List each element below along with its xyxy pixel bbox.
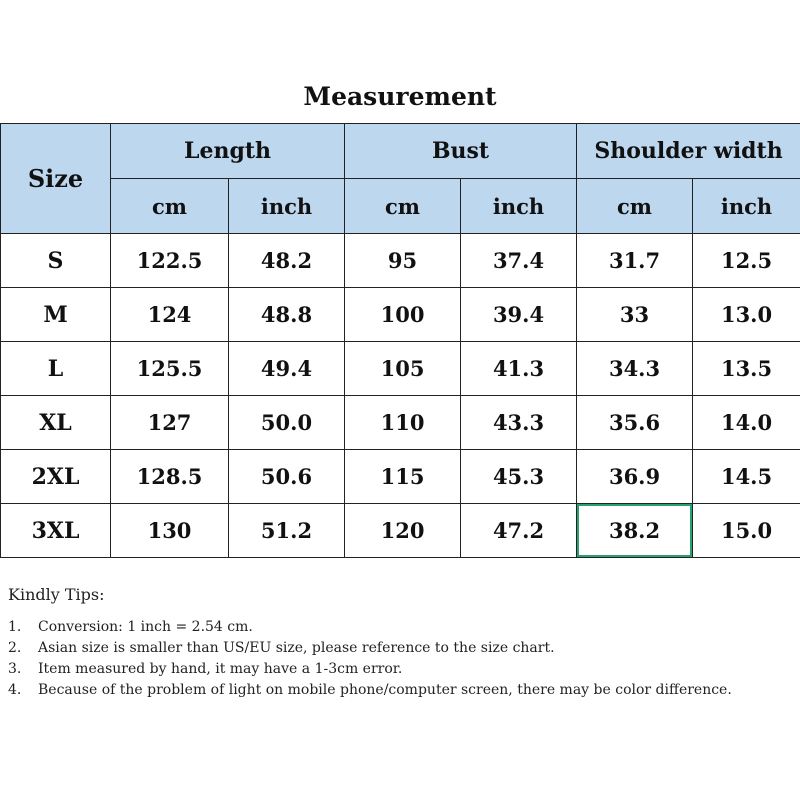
- table-cell: 50.0: [229, 396, 345, 450]
- table-cell: 128.5: [111, 450, 229, 504]
- table-cell: 45.3: [461, 450, 577, 504]
- table-cell: 14.5: [693, 450, 800, 504]
- table-cell: 13.5: [693, 342, 800, 396]
- size-cell: XL: [1, 396, 111, 450]
- length-cm-header: cm: [111, 179, 229, 234]
- table-cell: 34.3: [577, 342, 693, 396]
- bust-cm-header: cm: [345, 179, 461, 234]
- table-cell: 49.4: [229, 342, 345, 396]
- list-item-number: 2.: [8, 640, 22, 656]
- list-item-text: Conversion: 1 inch = 2.54 cm.: [38, 619, 253, 635]
- table-cell: 122.5: [111, 234, 229, 288]
- table-row: [1, 234, 800, 288]
- table-cell: 47.2: [461, 504, 577, 558]
- table-row: [1, 396, 800, 450]
- table-cell: 14.0: [693, 396, 800, 450]
- shoulder-width-group-header: Shoulder width: [577, 124, 800, 179]
- list-item: [8, 618, 798, 637]
- table-cell: 48.8: [229, 288, 345, 342]
- bust-inch-header: inch: [461, 179, 577, 234]
- table-cell: 100: [345, 288, 461, 342]
- table-cell: 43.3: [461, 396, 577, 450]
- list-item: [8, 639, 798, 658]
- shoulder-cm-header: cm: [577, 179, 693, 234]
- list-item-number: 3.: [8, 661, 22, 677]
- table-row: [1, 342, 800, 396]
- selected-cell[interactable]: 38.2: [577, 504, 693, 558]
- table-cell: 95: [345, 234, 461, 288]
- size-cell: S: [1, 234, 111, 288]
- table-cell: 130: [111, 504, 229, 558]
- length-group-header: Length: [111, 124, 345, 179]
- list-item: [8, 660, 798, 679]
- table-cell: 12.5: [693, 234, 800, 288]
- size-cell: 3XL: [1, 504, 111, 558]
- table-row: [1, 288, 800, 342]
- table-row: [1, 504, 800, 558]
- table-cell: 15.0: [693, 504, 800, 558]
- shoulder-inch-header: inch: [693, 179, 800, 234]
- table-cell: 41.3: [461, 342, 577, 396]
- table-cell: 115: [345, 450, 461, 504]
- size-cell: L: [1, 342, 111, 396]
- list-item-text: Item measured by hand, it may have a 1-3cm error.: [38, 661, 403, 677]
- table-row: [1, 450, 800, 504]
- tips-list: [8, 618, 798, 700]
- size-column-header: Size: [1, 124, 111, 234]
- table-cell: 50.6: [229, 450, 345, 504]
- table-cell: 48.2: [229, 234, 345, 288]
- size-cell: 2XL: [1, 450, 111, 504]
- table-cell: 51.2: [229, 504, 345, 558]
- table-cell: 13.0: [693, 288, 800, 342]
- bust-group-header: Bust: [345, 124, 577, 179]
- table-cell: 36.9: [577, 450, 693, 504]
- tips-title: Kindly Tips:: [8, 585, 105, 604]
- table-cell: 105: [345, 342, 461, 396]
- list-item-text: Because of the problem of light on mobile phone/computer screen, there may be color difference.: [38, 682, 732, 698]
- table-cell: 120: [345, 504, 461, 558]
- size-cell: M: [1, 288, 111, 342]
- kindly-tips: [8, 585, 798, 702]
- length-inch-header: inch: [229, 179, 345, 234]
- list-item-text: Asian size is smaller than US/EU size, please reference to the size chart.: [38, 640, 555, 656]
- table-cell: 35.6: [577, 396, 693, 450]
- table-cell: 39.4: [461, 288, 577, 342]
- table-cell: 110: [345, 396, 461, 450]
- list-item: [8, 681, 798, 700]
- table-cell: 124: [111, 288, 229, 342]
- table-cell: 125.5: [111, 342, 229, 396]
- list-item-number: 1.: [8, 619, 22, 635]
- size-chart-table: [0, 123, 800, 558]
- table-cell: 37.4: [461, 234, 577, 288]
- table-cell: 127: [111, 396, 229, 450]
- table-cell: 33: [577, 288, 693, 342]
- page-title: Measurement: [303, 82, 497, 111]
- table-cell: 31.7: [577, 234, 693, 288]
- list-item-number: 4.: [8, 682, 22, 698]
